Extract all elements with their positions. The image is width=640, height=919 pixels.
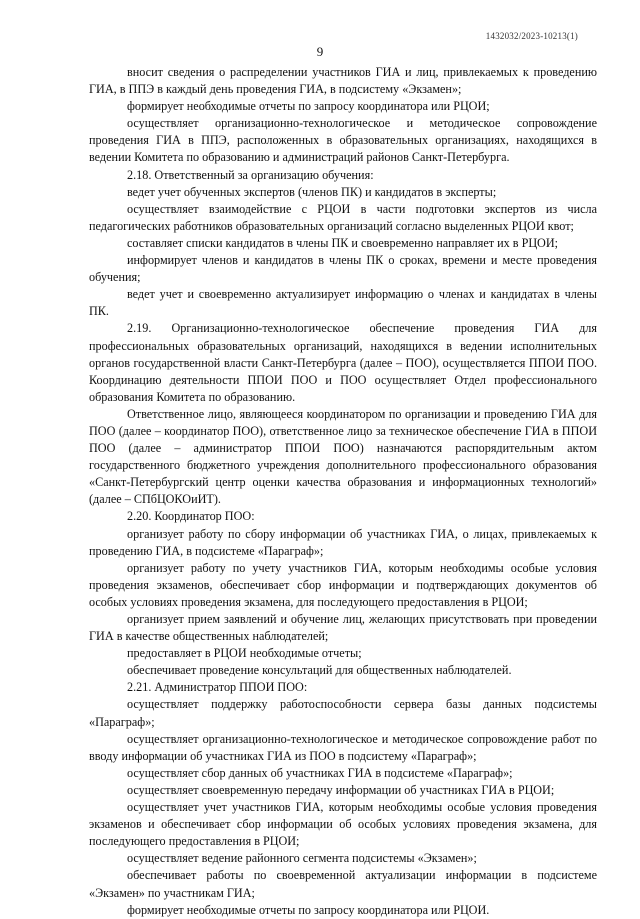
paragraph: информирует членов и кандидатов в члены ПК о сроках, времени и месте проведения обучения; <box>89 253 597 285</box>
section-heading-2-18: 2.18. Ответственный за организацию обучения: <box>127 167 374 182</box>
paragraph: осуществляет организационно-технологическое и методическое сопровождение работ по вводу информации об участниках ГИА из ПОО в подсистему «Параграф»; <box>89 731 597 763</box>
document-id: 1432032/2023-10213(1) <box>485 31 578 41</box>
paragraph: осуществляет организационно-технологическое и методическое сопровождение проведения ГИА в ППЭ, расположенных в образовательных организациях, находящихся в ведении Комитета по образованию и администраций районов Санкт-Петербурга. <box>89 116 597 165</box>
page-number: 9 <box>316 44 324 59</box>
paragraph: осуществляет сбор данных об участниках ГИА в подсистеме «Параграф»; <box>127 765 513 780</box>
paragraph: организует работу по сбору информации об участниках ГИА, о лицах, привлекаемых к проведению ГИА, в подсистеме «Параграф»; <box>89 526 597 558</box>
paragraph: организует работу по учету участников ГИА, которым необходимы особые условия проведения экзаменов, обеспечивает сбор информации и подтверждающих документов об особых условиях проведения экзамена, для последующего предоставления в РЦОИ; <box>89 560 597 609</box>
paragraph: Ответственное лицо, являющееся координатором по организации и проведению ГИА для ПОО (далее – координатор ПОО), ответственное лицо за техническое обеспечение ГИА в ППОИ ПОО (далее – администратор ППОИ ПОО) назначаются распорядительным актом государственного бюджетного учреждения дополнительного профессионального образования «Санкт-Петербургский центр оценки качества образования и информационных технологий» (далее – СПбЦОКОиИТ). <box>89 406 597 507</box>
paragraph: предоставляет в РЦОИ необходимые отчеты; <box>127 646 362 661</box>
paragraph: осуществляет учет участников ГИА, которым необходимы особые условия проведения экзаменов и обеспечивает сбор информации об особых условиях проведения экзамена, для последующего предоставления в РЦОИ; <box>89 800 597 849</box>
section-heading-2-20: 2.20. Координатор ПОО: <box>127 509 255 524</box>
paragraph: обеспечивает работы по своевременной актуализации информации в подсистеме «Экзамен» по участникам ГИА; <box>89 868 597 900</box>
paragraph: составляет списки кандидатов в члены ПК и своевременно направляет их в РЦОИ; <box>127 235 559 250</box>
document-body <box>89 64 597 919</box>
paragraph: формирует необходимые отчеты по запросу координатора или РЦОИ; <box>127 99 490 114</box>
paragraph: организует прием заявлений и обучение лиц, желающих присутствовать при проведении ГИА в качестве общественных наблюдателей; <box>89 612 597 644</box>
paragraph: осуществляет поддержку работоспособности сервера базы данных подсистемы «Параграф»; <box>89 697 597 729</box>
paragraph: осуществляет своевременную передачу информации об участниках ГИА в РЦОИ; <box>127 782 555 797</box>
paragraph: осуществляет ведение районного сегмента подсистемы «Экзамен»; <box>127 851 477 866</box>
paragraph: формирует необходимые отчеты по запросу координатора или РЦОИ. <box>127 902 490 917</box>
paragraph: вносит сведения о распределении участников ГИА и лиц, привлекаемых к проведению ГИА, в ППЭ в каждый день проведения ГИА, в подсистему «Экзамен»; <box>89 65 597 97</box>
section-2-19: 2.19. Организационно-технологическое обеспечение проведения ГИА для профессиональных образовательных организаций, находящихся в ведении исполнительных органов государственной власти Санкт-Петербурга (далее – ПОО), осуществляется ППОИ ПОО. Координацию деятельности ППОИ ПОО и ПОО осуществляет Отдел профессионального образования Комитета по образованию. <box>89 321 597 404</box>
paragraph: осуществляет взаимодействие с РЦОИ в части подготовки экспертов из числа педагогических работников образовательных организаций согласно выделенных РЦОИ квот; <box>89 201 597 233</box>
paragraph: ведет учет обученных экспертов (членов ПК) и кандидатов в эксперты; <box>127 184 497 199</box>
section-heading-2-21: 2.21. Администратор ППОИ ПОО: <box>127 680 308 695</box>
paragraph: ведет учет и своевременно актуализирует информацию о членах и кандидатах в члены ПК. <box>89 287 597 319</box>
paragraph: обеспечивает проведение консультаций для общественных наблюдателей. <box>127 663 512 678</box>
